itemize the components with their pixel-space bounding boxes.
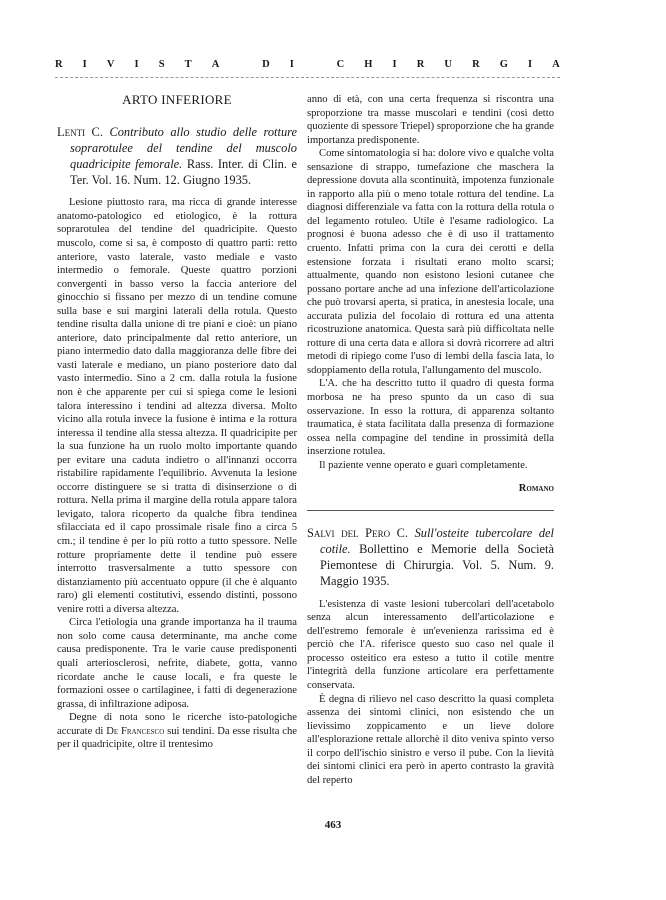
running-head-letter: I	[527, 59, 533, 70]
running-head-letter: H	[364, 59, 373, 70]
running-head-letter: I	[82, 59, 87, 70]
entry-2-title: Sull'osteite tubercolare del cotile.	[320, 525, 554, 557]
right-column	[307, 93, 554, 787]
running-head-letter: I	[134, 59, 139, 70]
entry-1-author: Lenti C.	[57, 124, 103, 139]
entry-1-paragraph: Circa l'etiologia una grande importanza ha il trauma non solo come causa determinante, ma anche come causa predisponente. Tra le varie cause predisponenti quali arteriosclerosi, nefrite, diabete, gotta, vanno ricordate anche le cause locali, e fra queste le formazioni ossee o cartilaginee, i fatti di degenerazione grassa, di infiltrazione adiposa.	[57, 617, 297, 710]
entry-1-citation: Rass. Inter. di Clin. e Ter. Vol. 16. Num. 12. Giugno 1935.	[70, 156, 298, 188]
running-head-letter: R	[472, 59, 480, 70]
entry-2-author: Salvi del Pero C.	[307, 525, 408, 540]
running-head-rule	[55, 77, 560, 78]
left-column	[57, 93, 297, 752]
entry-2-paragraph: L'esistenza di vaste lesioni tubercolari dell'acetabolo senza alcun interessamento dell'articolazione e dell'estremo femorale è un'evenienza rarissima ed è perciò che l'A. riferisce questo suo caso nel quale il processo osteitico era esteso a tutto il cotile mentre l'integrità della funzione articolare era perfettamente conservata.	[307, 598, 554, 691]
running-head	[55, 59, 560, 70]
running-head-letter: I	[289, 59, 294, 70]
running-head-letter: I	[392, 59, 397, 70]
entry-1-paragraph	[57, 711, 297, 752]
entry-1-paragraph: L'A. che ha descritto tutto il quadro di questa forma morbosa ne ha preso spunto da un caso di sua osservazione. In esso la rottura, di apparenza soltanto traumatica, è stata facilitata dalla presenza di formazione ossea nella compagine del tendine in prossimità della inserzione rotulea.	[307, 378, 554, 458]
entry-2-citation: Bollettino e Memorie della Società Piemontese di Chirurgia. Vol. 5. Num. 9. Maggio 1935.	[320, 542, 554, 589]
entry-2-paragraph: È degna di rilievo nel caso descritto la quasi completa assenza dei sintomi clinici, non esistendo che un lievissimo zoppicamento e un lieve dolore all'esplorazione rettale allorchè il dito veniva spinto verso il corpo dell'ischio sinistro e verso il pube. Con la lievità dei sintomi clinici era però in aperto contrasto la gravità del reperto	[307, 693, 554, 786]
running-head-letter: A	[552, 59, 560, 70]
running-head-letter: A	[211, 59, 220, 70]
running-head-letter: R	[416, 59, 425, 70]
paragraph-text: sui tendini. Da esse risulta che per il quadricipite, oltre il trentesimo	[57, 725, 297, 751]
entry-1-paragraph: Il paziente venne operato e guarì completamente.	[319, 459, 528, 471]
entry-1-heading	[57, 124, 297, 189]
entry-2-heading	[307, 525, 554, 590]
running-head-letter: C	[336, 59, 345, 70]
page-number: 463	[324, 819, 342, 831]
entry-1-title: Contributo allo studio delle rotture soprarotulee del tendine del muscolo quadricipite femorale.	[70, 124, 297, 171]
entry-1-paragraph: Come sintomatologia si ha: dolore vivo e qualche volta sensazione di strappo, tumefazione che maschera la depressione dovuta alla scontinuità, impotenza funzionale in rapporto alla più o meno totale rottura del tendine. La diagnosi differenziale va fatta con la rottura della rotula o del legamento rotuleo. Utile è l'esame radiologico. La prognosi è buona adesso che è di uso il trattamento cruento. Infatti prima con la cura dei cerotti e della estensione forzata i risultati erano molto scarsi; attualmente, quando non esistono lesioni cutanee che possano portare anche ad una infezione dell'articolazione che può trovarsi aperta, si pratica, in anestesia locale, una accurata pulizia del focolaio di rottura ed una attenta ricostruzione anatomica. Questa sarà più difficoltata nelle rotture di una certa data e allora si dovrà ricorrere ad altri metodi di ripiego come l'uso di lembi della fascia lata, lo sdoppiamento della rotula, l'allungamento del muscolo.	[307, 148, 554, 376]
entry-1-paragraph: Lesione piuttosto rara, ma ricca di grande interesse anatomo-patologico ed etiologico, è la rottura soprarotulea del tendine del quadricipite. Questo muscolo, come si sa, è composto di quattro parti: retto anteriore, vasto laterale, vasto mediale e vasto intermedio o femorale. Queste quattro porzioni convergenti in basso verso la faccia anteriore del ginocchio si fissano per mezzo di un tendine comune sulla base e sui margini laterali della rotula. Questo tendine risulta dalla unione di tre piani e cioè: un piano anteriore, dato principalmente dal retto anteriore, un piano intermedio dato dalla maggioranza delle fibre dei vasti laterale e mediano, un piano posteriore dato dal vasto intermedio. Sino a 2 cm. dalla rotula la fusione non è che apparente per cui si spiega come le lesioni talora interessino i tendini ad altezza diversa. Molto vicino alla rotula invece la fusione è intima e la rottura interessa il tendine alla stessa altezza. Il quadricipite per la sua funzione ha un ruolo molto importante quando per evitare una caduta indietro o all'innanzi occorra ristabilire rapidamente l'equilibrio. Avvenuta la lesione occorre distinguere se si tratta di disinserzione o di rottura. Nella prima il margine della rotula appare talora levigato, talora ricoperto da qualche fibra tendinea sfilacciata ed il capo prossimale risale fino a circa 5 cm.; il tendine è per lo più rotto a tutto spessore. Nelle rotture propriamente dette il tendine può essere interrotto trasversalmente a tutto spessore con distanziamento più accentuato oppure (il che è alquanto raro) gli elementi costitutivi, essendo distinti, possono venire rotti a diversa altezza.	[57, 197, 297, 615]
entry-divider	[307, 510, 554, 511]
paragraph-text: Degne di nota sono le ricerche isto-patologiche accurate di	[57, 712, 297, 737]
running-head-letter: D	[262, 59, 270, 70]
section-title: ARTO INFERIORE	[122, 92, 232, 107]
running-head-letter: R	[55, 59, 63, 70]
running-head-letter: G	[499, 59, 508, 70]
running-head-letter	[314, 59, 317, 70]
running-head-letter: U	[444, 59, 452, 70]
running-head-letter	[239, 59, 242, 70]
entry-1-paragraph: anno di età, con una certa frequenza si riscontra una sproporzione tra masse muscolari e tendini (così detto quoziente di spessore Triepel) sproporzione che ha grande importanza predisponente.	[307, 94, 554, 146]
running-head-letter: V	[106, 59, 115, 70]
running-head-letter: T	[184, 59, 192, 70]
entry-1-signature: Romano	[518, 483, 554, 495]
running-head-letter: S	[158, 59, 165, 70]
cited-author: De Francesco	[106, 725, 165, 737]
